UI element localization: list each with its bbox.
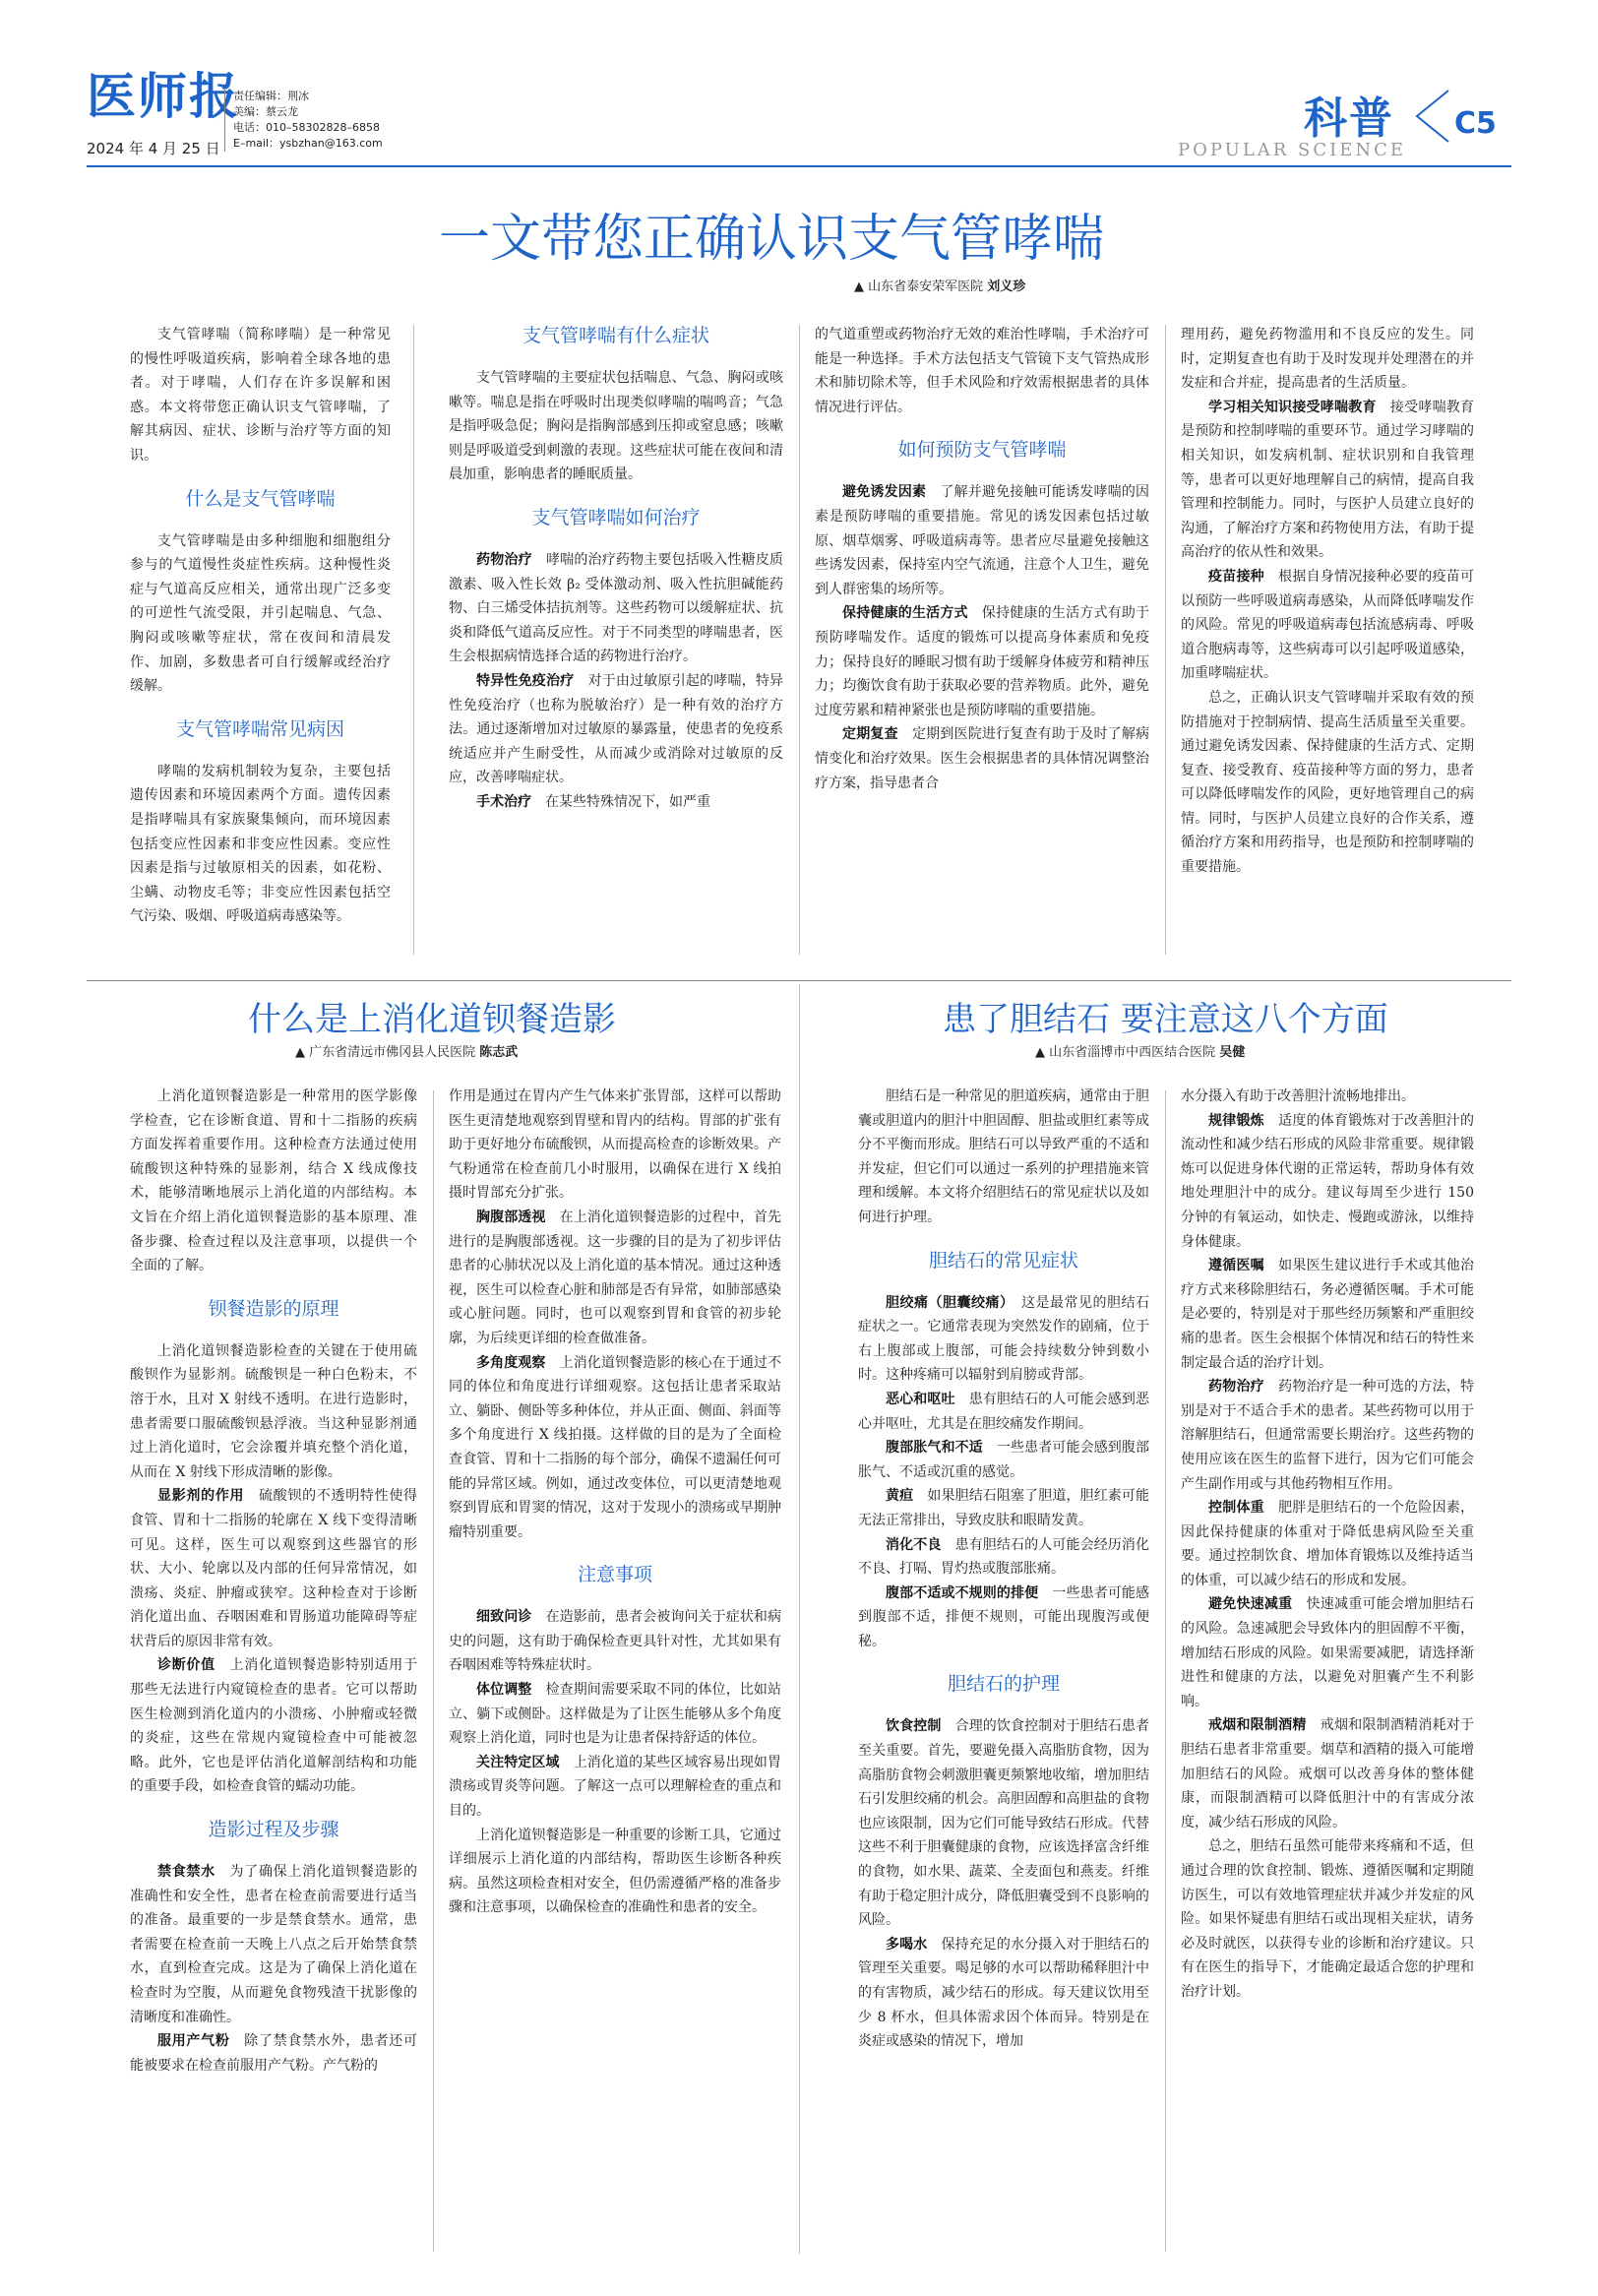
header-rule: [87, 165, 1511, 167]
article2-byline-org: ▲ 广东省清远市佛冈县人民医院: [295, 1045, 476, 1060]
article2-title: 什么是上消化道钡餐造影: [248, 1000, 616, 1039]
paragraph: [130, 1860, 417, 2029]
paragraph: [858, 1388, 1149, 1436]
paragraph-lead: 控制体重: [1208, 1500, 1264, 1517]
paragraph-text: 保持充足的水分摄入对于胆结石的管理至关重要。喝足够的水可以帮助稀释胆汁中的有害物质，减少结石的形成。每天建议饮用至少 8 杯水，但具体需求因个体而异。特别是在炎症或感染的情况下，增加: [858, 1936, 1150, 2050]
paragraph-lead: 黄疸: [886, 1488, 914, 1505]
paragraph: [449, 366, 783, 487]
paragraph: [449, 669, 783, 790]
paragraph-lead: 药物治疗: [476, 551, 532, 568]
article3-byline: [1035, 1041, 1245, 1060]
paragraph: [858, 1291, 1149, 1388]
paragraph: [449, 1824, 781, 1920]
paragraph: [1181, 1592, 1474, 1713]
paragraph: [1181, 396, 1474, 565]
paragraph-lead: 胸腹部透视: [476, 1209, 546, 1225]
paragraph-lead: 消化不良: [886, 1536, 942, 1553]
paragraph-lead: 学习相关知识接受哮喘教育: [1208, 399, 1377, 415]
paragraph-text: 哮喘的发病机制较为复杂，主要包括遗传因素和环境因素两个方面。遗传因素是指哮喘具有家族聚集倾向，而环境因素包括变应性因素和非变应性因素。变应性因素是指与过敏原相关的因素，如花粉、尘螨、动物皮毛等；非变应性因素包括空气污染、吸烟、呼吸道病毒感染等。: [130, 763, 391, 925]
designer-name: 美编：蔡云龙: [233, 105, 298, 118]
paragraph: [130, 529, 391, 699]
paragraph: [449, 1351, 781, 1545]
article3-col2: [1181, 1085, 1474, 2005]
paragraph: [858, 1533, 1149, 1582]
paragraph-lead: 关注特定区域: [476, 1754, 560, 1770]
section-heading: 注意事项: [577, 1564, 652, 1586]
paragraph-lead: 规律锻炼: [1208, 1112, 1264, 1129]
contact-email: E–mail：ysbzhan@163.com: [233, 137, 383, 150]
paragraph-lead: 避免快速减重: [1208, 1596, 1293, 1613]
paragraph: [130, 1484, 417, 1653]
article1-byline-org: ▲ 山东省泰安荣军医院: [854, 279, 984, 294]
paragraph: [815, 480, 1149, 601]
paragraph: [1181, 1085, 1474, 1109]
paragraph: [449, 548, 783, 669]
paragraph: [858, 1436, 1149, 1484]
paragraph: [858, 1484, 1149, 1532]
section-heading: 支气管哮喘如何治疗: [531, 506, 701, 528]
article2-col2: [449, 1085, 781, 1920]
paragraph-lead: 细致问诊: [476, 1609, 532, 1626]
article1-title: 一文带您正确认识支气管哮喘: [439, 210, 1105, 269]
paragraph-text: 适度的体育锻炼对于改善胆汁的流动性和减少结石形成的风险非常重要。规律锻炼可以促进身体代谢的正常运转，帮助身体有效地处理胆汁中的成分。建议每周至少进行 150 分钟的有氧运动，如快走、慢跑或游泳，以维持身体健康。: [1181, 1112, 1475, 1250]
paragraph: [130, 1653, 417, 1799]
newspaper-logo: 医师报: [87, 67, 240, 125]
paragraph: [1181, 1496, 1474, 1592]
paragraph-lead: 体位调整: [476, 1682, 532, 1699]
paragraph: [449, 1206, 781, 1351]
paragraph-text: 理用药，避免药物滥用和不良反应的发生。同时，定期复查也有助于及时发现并处理潜在的并发症和合并症，提高患者的生活质量。: [1181, 327, 1474, 392]
article1-author: 刘义珍: [987, 279, 1026, 294]
column-divider: [799, 325, 800, 955]
paragraph-lead: 胆绞痛（胆囊绞痛）: [886, 1294, 1008, 1311]
paragraph-lead: 定期复查: [842, 726, 898, 743]
paragraph-lead: 疫苗接种: [1208, 568, 1264, 585]
paragraph-lead: 遵循医嘱: [1208, 1258, 1264, 1274]
paragraph-lead: 多喝水: [886, 1936, 928, 1953]
paragraph-text: 药物治疗是一种可选的方法，特别是对于不适合手术的患者。某些药物可以用于溶解胆结石，但通常需要长期治疗。这些药物的使用应该在医生的监督下进行，因为它们可能会产生副作用或与其他药物相互作用。: [1181, 1379, 1475, 1492]
section-subtitle: POPULAR SCIENCE: [1178, 140, 1407, 160]
paragraph-text: 支气管哮喘（简称哮喘）是一种常见的慢性呼吸道疾病，影响着全球各地的患者。对于哮喘，人们存在许多误解和困惑。本文将带您正确认识支气管哮喘，了解其病因、症状、诊断与治疗等方面的知识。: [130, 327, 391, 464]
paragraph-text: 如果医生建议进行手术或其他治疗方式来移除胆结石，务必遵循医嘱。手术可能是必要的，特别是对于那些经历频繁和严重胆绞痛的患者。医生会根据个体情况和结石的特性来制定最合适的治疗计划。: [1181, 1258, 1475, 1371]
paragraph-text: 这是最常见的胆结石症状之一。它通常表现为突然发作的剧痛，位于右上腹部或上腹部，可能会持续数分钟到数小时。这种疼痛可以辐射到肩膀或背部。: [858, 1294, 1149, 1384]
article2-author: 陈志武: [479, 1045, 519, 1060]
paragraph-lead: 恶心和呕吐: [886, 1391, 955, 1407]
paragraph-text: 硫酸钡的不透明特性使得食管、胃和十二指肠的轮廓在 X 线下变得清晰可见。这样，医生可以观察到这些器官的形状、大小、轮廓以及内部的任何异常情况，如溃疡、炎症、肿瘤或狭窄。这种检查对于诊断消化道出血、吞咽困难和胃肠道功能障碍等症状背后的原因非常有效。: [130, 1488, 418, 1649]
chevron-left-icon: [1409, 87, 1454, 146]
paragraph-text: 一些患者可能会感到腹部胀气、不适或沉重的感觉。: [858, 1440, 1150, 1480]
article1-col3: [815, 323, 1149, 795]
paragraph: [130, 2029, 417, 2078]
paragraph-lead: 腹部不适或不规则的排便: [886, 1584, 1039, 1601]
paragraph-lead: 特异性免疫治疗: [476, 672, 575, 689]
paragraph-text: 合理的饮食控制对于胆结石患者至关重要。首先，要避免摄入高脂肪食物，因为高脂肪食物会刺激胆囊更频繁地收缩，增加胆结石引发胆绞痛的机会。高胆固醇和高胆盐的食物也应该限制，因为它们可能导致结石形成。代替这些不利于胆囊健康的食物，应该选择富含纤维的食物，如水果、蔬菜、全麦面包和燕麦。纤维有助于稳定胆汁成分，降低胆囊受到不良影响的风险。: [858, 1718, 1150, 1929]
paragraph-text: 上消化道钡餐造影是一种常用的医学影像学检查，它在诊断食道、胃和十二指肠的疾病方面发挥着重要作用。这种检查方法通过使用硫酸钡这种特殊的显影剂，结合 X 线成像技术，能够清晰地展示上消化道的内部结构。本文旨在介绍上消化道钡餐造影的基本原理、准备步骤、检查过程以及注意事项，以提供一个全面的了解。: [130, 1088, 417, 1274]
paragraph: [1181, 1713, 1474, 1834]
article3-byline-org: ▲ 山东省淄博市中西医结合医院: [1035, 1045, 1216, 1060]
paragraph-text: 作用是通过在胃内产生气体来扩张胃部，这样可以帮助医生更清楚地观察到胃壁和胃内的结构。胃部的扩张有助于更好地分布硫酸钡，从而提高检查的诊断效果。产气粉通常在检查前几小时服用，以确保在进行 X 线拍摄时胃部充分扩张。: [449, 1088, 781, 1202]
paragraph: [130, 1085, 417, 1278]
paragraph-text: 为了确保上消化道钡餐造影的准确性和安全性，患者在检查前需要进行适当的准备。最重要的一步是禁食禁水。通常，患者需要在检查前一天晚上八点之后开始禁食禁水，直到检查完成。这是为了确保上消化道在检查时为空腹，从而避免食物残渣干扰影像的清晰度和准确性。: [130, 1864, 418, 2025]
paragraph-text: 检查期间需要采取不同的体位，比如站立、躺下或侧卧。这样做是为了让医生能够从多个角度观察上消化道，同时也是为让患者保持舒适的体位。: [449, 1682, 782, 1747]
section-heading: 胆结石的常见症状: [928, 1249, 1078, 1272]
paragraph-text: 除了禁食禁水外，患者还可能被要求在检查前服用产气粉。产气粉的: [130, 2033, 418, 2074]
column-divider: [433, 1090, 434, 2252]
paragraph-text: 如果胆结石阻塞了胆道，胆红素可能无法正常排出，导致皮肤和眼睛发黄。: [858, 1488, 1150, 1528]
paragraph-text: 定期到医院进行复查有助于及时了解病情变化和治疗效果。医生会根据患者的具体情况调整治疗方案，指导患者合: [815, 726, 1150, 791]
paragraph-text: 在上消化道钡餐造影的过程中，首先进行的是胸腹部透视。这一步骤的目的是为了初步评估患者的心肺状况以及上消化道的基本情况。通过这种透视，医生可以检查心脏和肺部是否有异常，如肺部感染或心脏问题。同时，也可以观察到胃和食管的初步轮廓，为后续更详细的检查做准备。: [449, 1209, 782, 1346]
paragraph-lead: 禁食禁水: [157, 1864, 215, 1881]
paragraph-text: 了解并避免接触可能诱发哮喘的因素是预防哮喘的重要措施。常见的诱发因素包括过敏原、烟草烟雾、呼吸道病毒等。患者应尽量避免接触这些诱发因素，保持室内空气流通，注意个人卫生，避免到人群密集的场所等。: [815, 484, 1150, 597]
paragraph: [858, 1933, 1149, 2054]
column-divider: [1165, 1090, 1166, 2252]
paragraph-text: 接受哮喘教育是预防和控制哮喘的重要环节。通过学习哮喘的相关知识，如发病机制、症状识别和自我管理等，患者可以更好地理解自己的病情，提高自我管理和控制能力。同时，与医护人员建立良好的沟通，了解治疗方案和药物使用方法，有助于提高治疗的依从性和效果。: [1181, 399, 1475, 561]
paragraph-text: 支气管哮喘的主要症状包括喘息、气急、胸闷或咳嗽等。喘息是指在呼吸时出现类似哮喘的喘鸣音；气急是指呼吸急促；胸闷是指胸部感到压抑或窒息感；咳嗽则是呼吸道受到刺激的表现。这些症状可能在夜间和清晨加重，影响患者的睡眠质量。: [449, 370, 783, 483]
paragraph-lead: 多角度观察: [476, 1354, 546, 1371]
paragraph-text: 快速减重可能会增加胆结石的风险。急速减肥会导致体内的胆固醇不平衡，增加结石形成的风险。如果需要减肥，请选择渐进性和健康的方法，以避免对胆囊产生不利影响。: [1181, 1596, 1475, 1709]
section-heading: 钡餐造影的原理: [208, 1297, 339, 1320]
paragraph: [1181, 323, 1474, 396]
editor-credits: [224, 89, 383, 152]
paragraph-text: 在某些特殊情况下，如严重: [545, 793, 710, 810]
paragraph-lead: 手术治疗: [476, 793, 531, 810]
paragraph: [1181, 1109, 1474, 1255]
paragraph-text: 的气道重塑或药物治疗无效的难治性哮喘，手术治疗可能是一种选择。手术方法包括支气管镜下支气管热成形术和肺切除术等，但手术风险和疗效需根据患者的具体情况进行评估。: [815, 327, 1149, 415]
section-title: 科普: [1304, 93, 1394, 144]
paragraph: [130, 1339, 417, 1485]
paragraph-text: 一些患者可能感到腹部不适，排便不规则，可能出现腹泻或便秘。: [858, 1584, 1150, 1649]
paragraph: [449, 790, 783, 815]
section-heading: 如何预防支气管哮喘: [897, 439, 1067, 462]
article-divider: [799, 984, 800, 2254]
article2-byline: [295, 1041, 518, 1060]
paragraph-text: 胆结石是一种常见的胆道疾病，通常由于胆囊或胆道内的胆汁中胆固醇、胆盐或胆红素等成分不平衡而形成。胆结石可以导致严重的不适和并发症，但它们可以通过一系列的护理措施来管理和缓解。本文将介绍胆结石的常见症状以及如何进行护理。: [858, 1088, 1149, 1225]
paragraph-text: 对于由过敏原引起的哮喘，特异性免疫治疗（也称为脱敏治疗）是一种有效的治疗方法。通过逐渐增加对过敏原的暴露量，使患者的免疫系统适应并产生耐受性，从而减少或消除对过敏原的反应，改善哮喘症状。: [449, 672, 784, 786]
paragraph-text: 上消化道钡餐造影检查的关键在于使用硫酸钡作为显影剂。硫酸钡是一种白色粉末，不溶于水，且对 X 射线不透明。在进行造影时，患者需要口服硫酸钡悬浮液。当这种显影剂通过上消化道时，它会涂覆并填充整个消化道，从而在 X 射线下形成清晰的影像。: [130, 1342, 417, 1480]
paragraph-text: 肥胖是胆结石的一个危险因素，因此保持健康的体重对于降低患病风险至关重要。通过控制饮食、增加体育锻炼以及维持适当的体重，可以减少结石的形成和发展。: [1181, 1500, 1475, 1588]
paragraph: [1181, 1834, 1474, 2004]
column-divider: [1165, 325, 1166, 955]
paragraph-text: 在造影前，患者会被询问关于症状和病史的问题，这有助于确保检查更具针对性，尤其如果有吞咽困难等特殊症状时。: [449, 1609, 782, 1674]
paragraph-text: 上消化道钡餐造影的核心在于通过不同的体位和角度进行详细观察。这包括让患者采取站立、躺卧、侧卧等多种体位，并从正面、侧面、斜面等多个角度进行 X 线拍摄。这样做的目的是为了全面检查食管、胃和十二指肠的每个部分，确保不遗漏任何可能的异常区域。例如，通过改变体位，可以更清楚地观察到胃底和胃窦的情况，这对于发现小的溃疡或早期肿瘤特别重要。: [449, 1354, 782, 1540]
paragraph-text: 总之，正确认识支气管哮喘并采取有效的预防措施对于控制病情、提高生活质量至关重要。通过避免诱发因素、保持健康的生活方式、定期复查、接受教育、疫苗接种等方面的努力，患者可以降低哮喘发作的风险，更好地管理自己的病情。同时，与医护人员建立良好的合作关系，遵循治疗方案和用药指导，也是预防和控制哮喘的重要措施。: [1181, 689, 1474, 876]
paragraph: [858, 1085, 1149, 1230]
contact-phone: 电话：010–58302828–6858: [233, 121, 380, 134]
section-rule: [87, 980, 1511, 981]
article2-col1: [130, 1085, 417, 2078]
column-divider: [413, 325, 414, 955]
paragraph-text: 患有胆结石的人可能会感到恶心并呕吐，尤其是在胆绞痛发作期间。: [858, 1391, 1150, 1432]
paragraph-text: 总之，胆结石虽然可能带来疼痛和不适，但通过合理的饮食控制、锻炼、遵循医嘱和定期随访医生，可以有效地管理症状并减少并发症的风险。如果怀疑患有胆结石或出现相关症状，请务必及时就医，以获得专业的诊断和治疗建议。只有在医生的指导下，才能确定最适合您的护理和治疗计划。: [1181, 1838, 1474, 2000]
paragraph: [449, 1605, 781, 1678]
paragraph-text: 哮喘的治疗药物主要包括吸入性糖皮质激素、吸入性长效 β₂ 受体激动剂、吸入性抗胆碱能药物、白三烯受体拮抗剂等。这些药物可以缓解症状、抗炎和降低气道高反应性。对于不同类型的哮喘患者，医生会根据病情选择合适的药物进行治疗。: [449, 551, 784, 665]
section-heading: 造影过程及步骤: [208, 1819, 339, 1841]
paragraph: [449, 1085, 781, 1206]
paragraph-lead: 诊断价值: [157, 1657, 215, 1674]
paragraph-lead: 药物治疗: [1208, 1379, 1264, 1396]
paragraph-lead: 腹部胀气和不适: [886, 1440, 983, 1457]
paragraph: [1181, 686, 1474, 880]
paragraph-lead: 饮食控制: [886, 1718, 942, 1735]
section-heading: 胆结石的护理: [947, 1673, 1060, 1696]
article3-col1: [858, 1085, 1149, 2054]
paragraph-text: 水分摄入有助于改善胆汁流畅地排出。: [1181, 1088, 1415, 1104]
paragraph-text: 保持健康的生活方式有助于预防哮喘发作。适度的锻炼可以提高身体素质和免疫力；保持良好的睡眠习惯有助于缓解身体疲劳和精神压力；均衡饮食有助于获取必要的营养物质。此外，避免过度劳累和精神紧张也是预防哮喘的重要措施。: [815, 605, 1150, 718]
paragraph-lead: 服用产气粉: [157, 2033, 230, 2050]
paragraph-lead: 戒烟和限制酒精: [1208, 1717, 1307, 1734]
section-heading: 支气管哮喘有什么症状: [522, 325, 709, 346]
paragraph: [1181, 565, 1474, 686]
paragraph: [1181, 1254, 1474, 1375]
section-heading: 支气管哮喘常见病因: [175, 717, 344, 740]
paragraph: [815, 323, 1149, 419]
section-heading: 什么是支气管哮喘: [185, 487, 336, 510]
paragraph: [449, 1678, 781, 1751]
paragraph: [858, 1714, 1149, 1932]
article3-title: 患了胆结石 要注意这八个方面: [943, 1000, 1388, 1039]
paragraph: [449, 1751, 781, 1824]
article3-author: 吴健: [1219, 1045, 1246, 1060]
article1-byline: [854, 276, 1025, 294]
paragraph-lead: 保持健康的生活方式: [842, 605, 968, 622]
paragraph-text: 患有胆结石的人可能会经历消化不良、打嗝、胃灼热或腹部胀痛。: [858, 1536, 1150, 1578]
paragraph: [858, 1582, 1149, 1654]
issue-date: 2024 年 4 月 25 日: [87, 140, 220, 157]
paragraph-text: 上消化道钡餐造影特别适用于那些无法进行内窥镜检查的患者。它可以帮助医生检测到消化道内的小溃疡、小肿瘤或轻微的炎症，这些在常规内窥镜检查中可能被忽略。此外，它也是评估消化道解剖结构和功能的重要手段，如检查食管的蠕动功能。: [130, 1657, 418, 1795]
article1-col4: [1181, 323, 1474, 880]
paragraph-text: 根据自身情况接种必要的疫苗可以预防一些呼吸道病毒感染，从而降低哮喘发作的风险。常见的呼吸道病毒包括流感病毒、呼吸道合胞病毒等，这些病毒可以引起呼吸道感染，加重哮喘症状。: [1181, 568, 1475, 682]
editor-name: 责任编辑：荆冰: [233, 90, 309, 102]
paragraph: [130, 760, 391, 929]
paragraph: [815, 601, 1149, 722]
page-number: C5: [1454, 106, 1497, 141]
paragraph-text: 戒烟和限制酒精消耗对于胆结石患者非常重要。烟草和酒精的摄入可能增加胆结石的风险。戒烟可以改善身体的整体健康，而限制酒精可以降低胆汁中的有害成分浓度，减少结石形成的风险。: [1181, 1717, 1475, 1831]
paragraph-text: 支气管哮喘是由多种细胞和细胞组分参与的气道慢性炎症性疾病。这种慢性炎症与气道高反应相关，通常出现广泛多变的可逆性气流受限，并引起喘息、气急、胸闷或咳嗽等症状，常在夜间和清晨发作、加剧，多数患者可自行缓解或经治疗缓解。: [130, 532, 391, 695]
paragraph-lead: 显影剂的作用: [157, 1488, 245, 1505]
paragraph: [1181, 1375, 1474, 1496]
paragraph-lead: 避免诱发因素: [842, 484, 927, 501]
article1-col2: [449, 323, 783, 815]
paragraph: [130, 323, 391, 468]
article1-col1: [130, 323, 391, 929]
paragraph-text: 上消化道钡餐造影是一种重要的诊断工具，它通过详细展示上消化道的内部结构，帮助医生诊断各种疾病。虽然这项检查相对安全，但仍需遵循严格的准备步骤和注意事项，以确保检查的准确性和患者的安全。: [449, 1827, 781, 1916]
paragraph: [815, 722, 1149, 795]
paragraph-text: 上消化道的某些区域容易出现如胃溃疡或胃炎等问题。了解这一点可以理解检查的重点和目的。: [449, 1754, 782, 1820]
